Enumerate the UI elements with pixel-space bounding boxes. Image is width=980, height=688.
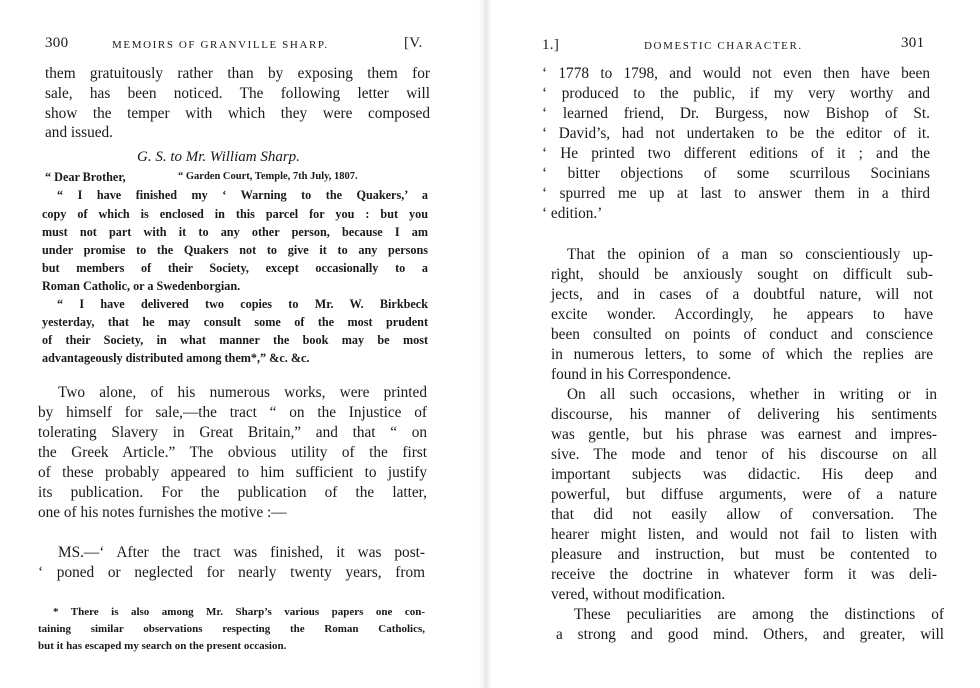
letter-line: “ I have delivered two copies to Mr. W. Birkbeck: [57, 297, 428, 311]
footnote-line: taining similar observations respecting the Roman Catholics,: [38, 623, 425, 635]
text-line: vered, without modification.: [551, 586, 726, 603]
page-number: 301: [901, 35, 925, 51]
text-line: jects, and in cases of a doubtful nature, will not: [551, 286, 933, 303]
text-line: excite wonder. Accordingly, he appears to have: [551, 306, 933, 323]
letter-line: under promise to the Quakers not to give it to any persons: [42, 243, 428, 257]
text-line: discourse, his manner of delivering his sentiments: [551, 406, 937, 423]
text-line: tolerating Slavery in Great Britain,” and that “ on: [38, 424, 427, 441]
quote-line: ‘ edition.’: [542, 205, 603, 222]
letter-heading: G. S. to Mr. William Sharp.: [137, 149, 300, 165]
text-line: that did not easily allow of conversation. The: [551, 506, 937, 523]
text-line: in numerous letters, to some of which the replies are: [551, 346, 933, 363]
text-line: right, should be anxiously sought on difficult sub-: [551, 266, 933, 283]
right-page: [490, 0, 980, 688]
footnote-line: but it has escaped my search on the present occasion.: [38, 640, 287, 652]
page-number: 300: [45, 35, 69, 51]
letter-dateline: “ Garden Court, Temple, 7th July, 1807.: [178, 171, 358, 182]
letter-line: Roman Catholic, or a Swedenborgian.: [42, 279, 241, 293]
text-line: was gentle, but his phrase was earnest and impres-: [551, 426, 937, 443]
footnote-line: * There is also among Mr. Sharp’s various papers one con-: [53, 606, 425, 618]
text-line: powerful, but diffuse arguments, were of a nature: [551, 486, 937, 503]
text-line: important subjects was didactic. His deep and: [551, 466, 937, 483]
text-line: show the temper with which they were composed: [45, 105, 430, 122]
text-line: and issued.: [45, 124, 113, 141]
letter-line: but members of their Society, except occasionally to a: [42, 261, 428, 275]
text-line: a strong and good mind. Others, and greater, will: [556, 626, 944, 643]
text-line: its publication. For the publication of the latter,: [38, 484, 427, 501]
text-line: one of his notes furnishes the motive :—: [38, 504, 287, 521]
ms-quote-line: MS.—‘ After the tract was finished, it was post-: [58, 544, 425, 561]
text-line: by himself for sale,—the tract “ on the Injustice of: [38, 404, 427, 421]
letter-line: advantageously distributed among them*,” &c. &c.: [42, 351, 310, 365]
ms-quote-line: ‘ poned or neglected for nearly twenty years, from: [38, 564, 425, 581]
text-line: These peculiarities are among the distinctions of: [574, 606, 944, 623]
letter-line: “ I have finished my ‘ Warning to the Quakers,’ a: [57, 188, 428, 202]
text-line: That the opinion of a man so conscientiously up-: [567, 246, 933, 263]
text-line: hearer might listen, and would not fail to listen with: [551, 526, 937, 543]
quote-line: ‘ learned friend, Dr. Burgess, now Bishop of St.: [542, 105, 930, 122]
quote-line: ‘ He printed two different editions of it ; and the: [542, 145, 930, 162]
quote-line: ‘ spurred me up at last to answer them in a third: [542, 185, 930, 202]
text-line: the Greek Article.” The obvious utility of the first: [38, 444, 427, 461]
letter-line: copy of which is enclosed in this parcel for you : but you: [42, 207, 428, 221]
text-line: sale, has been noticed. The following letter will: [45, 85, 430, 102]
quote-line: ‘ bitter objections of some scurrilous Socinians: [542, 165, 930, 182]
quote-line: ‘ David’s, had not undertaken to be the editor of it.: [542, 125, 930, 142]
text-line: receive the doctrine in whatever form it was deli-: [551, 566, 937, 583]
letter-line: yesterday, that he may consult some of the most prudent: [42, 315, 428, 329]
section-mark: [V.: [404, 35, 423, 51]
running-head: DOMESTIC CHARACTER.: [644, 40, 803, 52]
text-line: been consulted on points of conduct and conscience: [551, 326, 933, 343]
running-head: MEMOIRS OF GRANVILLE SHARP.: [112, 39, 329, 51]
text-line: Two alone, of his numerous works, were printed: [58, 384, 427, 401]
quote-line: ‘ produced to the public, if my very worthy and: [542, 85, 930, 102]
text-line: sive. The mode and tenor of his discourse on all: [551, 446, 937, 463]
text-line: them gratuitously rather than by exposing them for: [45, 65, 430, 82]
letter-salutation: “ Dear Brother,: [45, 170, 126, 184]
text-line: On all such occasions, whether in writing or in: [567, 386, 937, 403]
letter-line: must not part with it to any other person, because I am: [42, 225, 428, 239]
section-mark: 1.]: [542, 37, 560, 53]
quote-line: ‘ 1778 to 1798, and would not even then have been: [542, 65, 930, 82]
letter-line: of their Society, in what manner the book may be most: [42, 333, 428, 347]
left-page: [0, 0, 480, 688]
text-line: pleasure and instruction, but must be contented to: [551, 546, 937, 563]
text-line: of these probably appeared to him sufficient to justify: [38, 464, 427, 481]
text-line: found in his Correspondence.: [551, 366, 732, 383]
